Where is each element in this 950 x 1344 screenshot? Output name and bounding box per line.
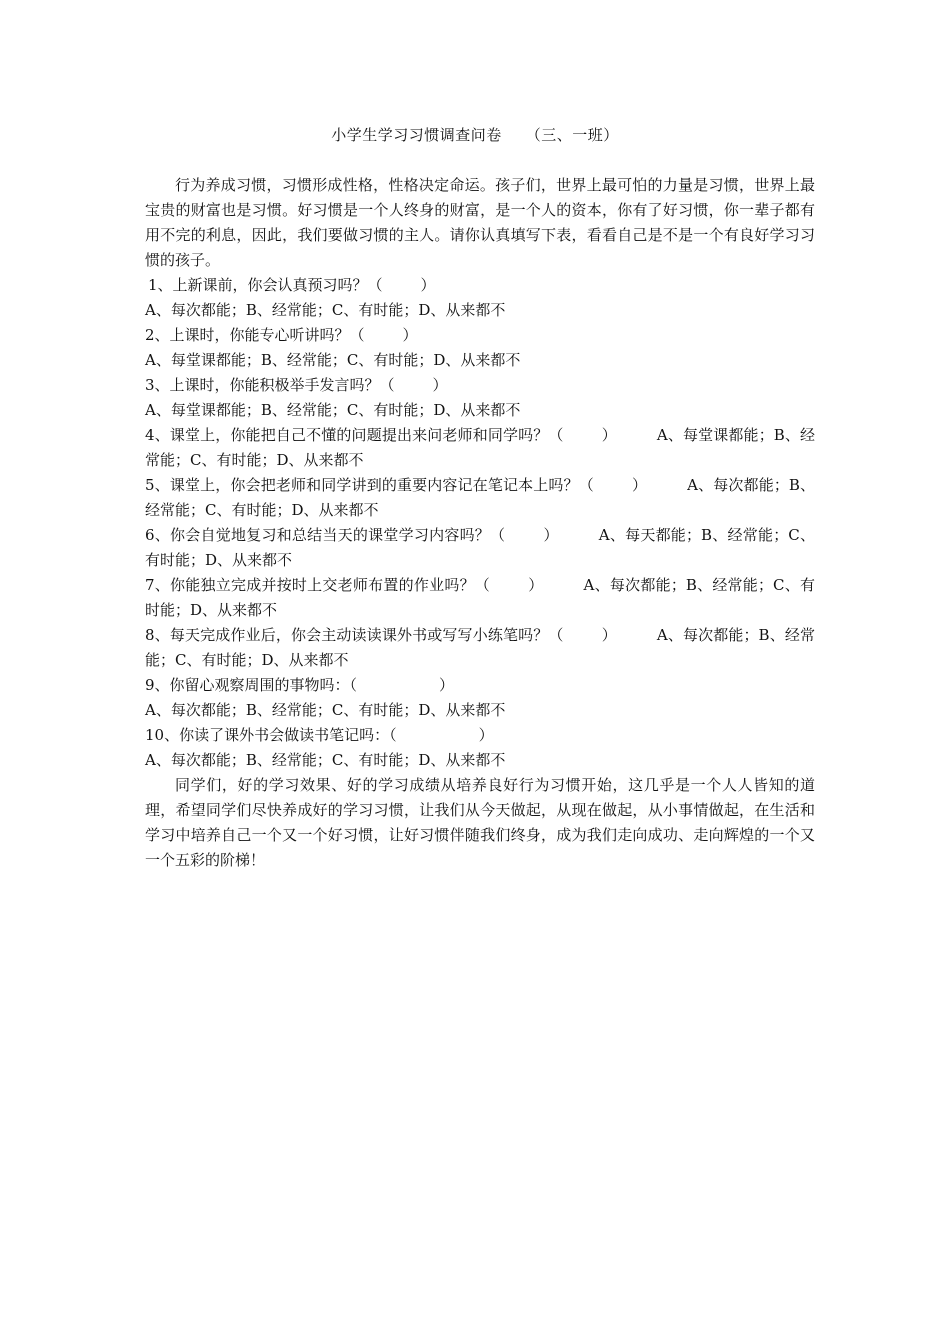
question-1-options: A、每次都能；B、经常能；C、有时能；D、从来都不 [145, 301, 506, 319]
intro-paragraph: 行为养成习惯，习惯形成性格，性格决定命运。孩子们，世界上最可怕的力量是习惯，世界上最宝贵的财富也是习惯。好习惯是一个人终身的财富，是一个人的资本，你有了好习惯，你一辈子都有用不完的利息，因此，我们要做习惯的主人。请你认真填写下表，看看自己是不是一个有良好学习习惯的孩子。 [145, 176, 815, 269]
question-9: 9、你留心观察周围的事物吗：（ ） [145, 676, 455, 694]
question-2: 2、上课时，你能专心听讲吗？（ ） [145, 326, 418, 344]
question-7: 7、你能独立完成并按时上交老师布置的作业吗？（ ） A、每次都能；B、经常能；C、有时能；D、从来都不 [145, 576, 815, 619]
question-6-options: A、每天都能；B、经常能；C、有时能；D、从来都不 [145, 526, 815, 569]
question-7-options: A、每次都能；B、经常能；C、有时能；D、从来都不 [145, 576, 815, 619]
question-9-options: A、每次都能；B、经常能；C、有时能；D、从来都不 [145, 701, 506, 719]
question-4-options: A、每堂课都能；B、经常能；C、有时能；D、从来都不 [145, 426, 816, 469]
survey-body [145, 173, 815, 873]
question-3: 3、上课时，你能积极举手发言吗？（ ） [145, 376, 448, 394]
title-class-label: （三、一班） [525, 126, 619, 144]
question-5-options: A、每次都能；B、经常能；C、有时能；D、从来都不 [145, 476, 815, 519]
question-8: 8、每天完成作业后，你会主动读读课外书或写写小练笔吗？（ ） A、每次都能；B、经常能；C、有时能；D、从来都不 [145, 626, 816, 669]
page-title [0, 124, 950, 145]
question-8-options: A、每次都能；B、经常能；C、有时能；D、从来都不 [145, 626, 816, 669]
question-6: 6、你会自觉地复习和总结当天的课堂学习内容吗？（ ） A、每天都能；B、经常能；C、有时能；D、从来都不 [145, 526, 815, 569]
question-10: 10、你读了课外书会做读书笔记吗：（ ） [145, 726, 494, 744]
question-4: 4、课堂上，你能把自己不懂的问题提出来问老师和同学吗？（ ） A、每堂课都能；B、经常能；C、有时能；D、从来都不 [145, 426, 816, 469]
question-5: 5、课堂上，你会把老师和同学讲到的重要内容记在笔记本上吗？（ ） A、每次都能；B、经常能；C、有时能；D、从来都不 [145, 476, 815, 519]
question-10-options: A、每次都能；B、经常能；C、有时能；D、从来都不 [145, 751, 506, 769]
closing-paragraph: 同学们，好的学习效果、好的学习成绩从培养良好行为习惯开始，这几乎是一个人人皆知的道理，希望同学们尽快养成好的学习习惯，让我们从今天做起，从现在做起，从小事情做起，在生活和学习中培养自己一个又一个好习惯，让好习惯伴随我们终身，成为我们走向成功、走向辉煌的一个又一个五彩的阶梯！ [145, 776, 815, 869]
question-3-options: A、每堂课都能；B、经常能；C、有时能；D、从来都不 [145, 401, 521, 419]
question-1: 1、上新课前，你会认真预习吗？（ ） [148, 276, 436, 294]
title-main: 小学生学习习惯调查问卷 [331, 126, 502, 144]
question-2-options: A、每堂课都能；B、经常能；C、有时能；D、从来都不 [145, 351, 521, 369]
